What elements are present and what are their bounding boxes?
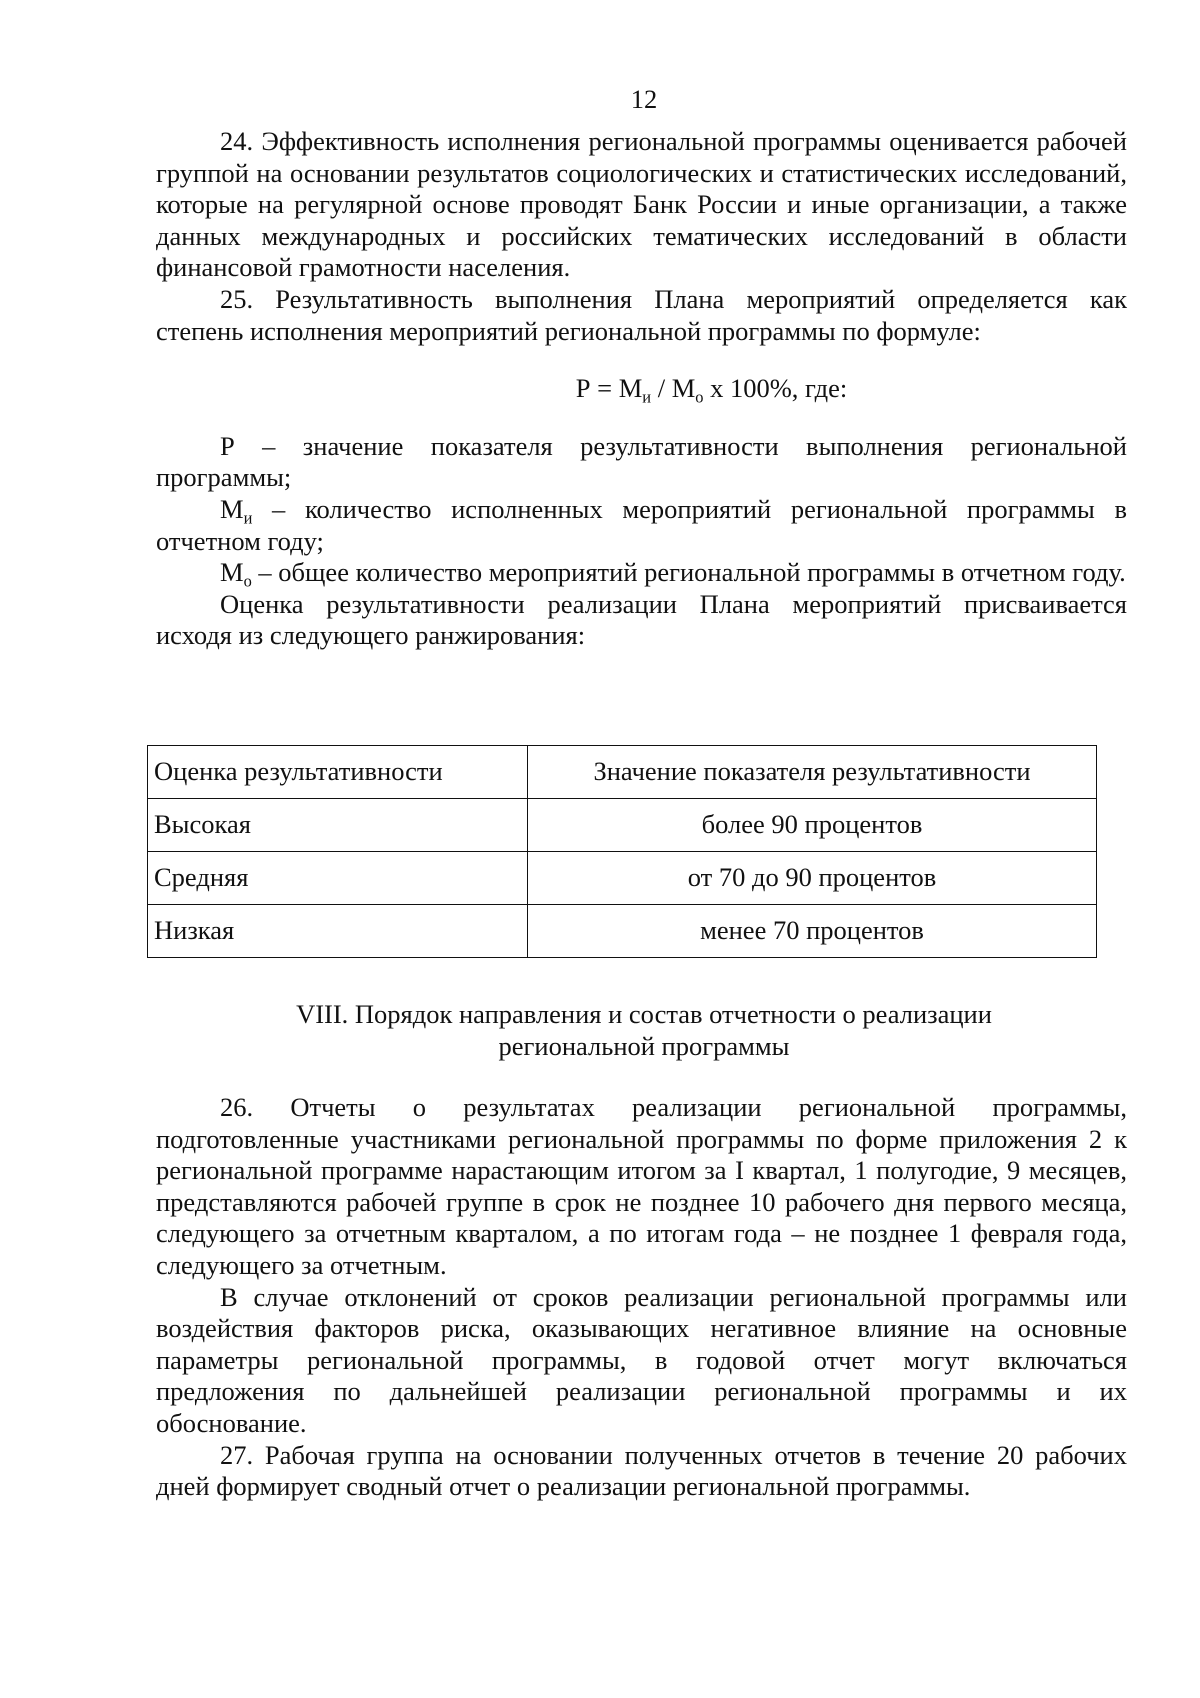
table-header-cell: Значение показателя результативности (528, 746, 1097, 799)
table-row (148, 799, 1097, 852)
definition-mi: $М_и$ – количество исполненных мероприятий региональной программы в отчетном году; (156, 493, 1127, 556)
text-block-top (156, 126, 1127, 652)
section-heading-line: региональной программы (498, 1030, 790, 1061)
rating-table (147, 745, 1097, 958)
paragraph-27: 27. Рабочая группа на основании полученных отчетов в течение 20 рабочих дней формирует сводный отчет о реализации региональной программы. (156, 1439, 1127, 1502)
definition-p: Р – значение показателя результативности выполнения региональной программы; (156, 430, 1127, 493)
table-row (148, 852, 1097, 905)
table-cell: от 70 до 90 процентов (528, 852, 1097, 905)
table-cell: Средняя (148, 852, 528, 905)
table-header-cell: Оценка результативности (148, 746, 528, 799)
table-cell: менее 70 процентов (528, 905, 1097, 958)
definition-mo: $М_о$ – общее количество мероприятий региональной программы в отчетном году. (220, 557, 1126, 591)
paragraph-rating: Оценка результативности реализации Плана мероприятий присваивается исходя из следующего ранжирования: (156, 588, 1127, 651)
table-cell: Низкая (148, 905, 528, 958)
page-number: 12 (630, 84, 658, 114)
table-cell: более 90 процентов (528, 799, 1097, 852)
section-heading-line: VIII. Порядок направления и состав отчетности о реализации (296, 999, 992, 1029)
paragraph-25: 25. Результативность выполнения Плана мероприятий определяется как степень исполнения мероприятий региональной программы по формуле: (156, 283, 1127, 346)
table-cell: Высокая (148, 799, 528, 852)
text-block-bottom (156, 1092, 1127, 1503)
section-heading (44, 999, 1200, 1062)
table-header-row (148, 746, 1097, 799)
paragraph-deviation: В случае отклонений от сроков реализации региональной программы или воздействия факторов риска, оказывающих негативное влияние на основные параметры региональной программы, в годовой отчет могут включаться предложения по дальнейшей реализации региональной программы и их обоснование. (156, 1281, 1127, 1438)
formula: $Р = М_и / М_о$ х 100%, где: (575, 373, 848, 407)
table-row (148, 905, 1097, 958)
paragraph-24: 24. Эффективность исполнения региональной программы оценивается рабочей группой на основании результатов социологических и статистических исследований, которые на регулярной основе проводят Банк России и иные организации, а также данных международных и российских тематических исследований в области финансовой грамотности населения. (156, 126, 1127, 283)
paragraph-26: 26. Отчеты о результатах реализации региональной программы, подготовленные участниками региональной программы по форме приложения 2 к региональной программе нарастающим итогом за I квартал, 1 полугодие, 9 месяцев, представляются рабочей группе в срок не позднее 10 рабочего дня первого месяца, следующего за отчетным кварталом, а по итогам года – не позднее 1 февраля года, следующего за отчетным. (156, 1092, 1127, 1280)
